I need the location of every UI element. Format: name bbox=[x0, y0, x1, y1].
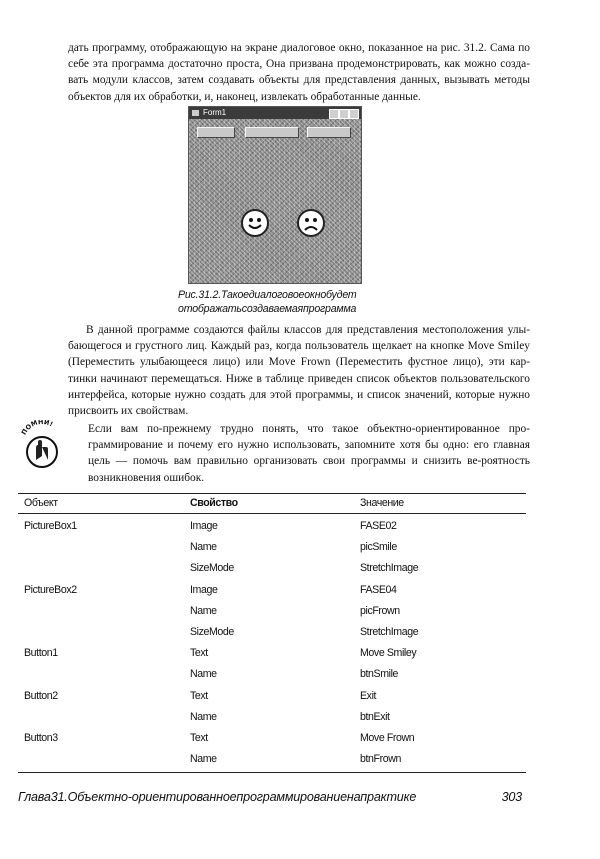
table-cell-value: picFrown bbox=[360, 604, 400, 617]
table-cell-value: btnFrown bbox=[360, 753, 401, 766]
table-cell-value: Move Smiley bbox=[360, 647, 417, 660]
table-header-property: Свойство bbox=[190, 497, 238, 509]
table-cell-object: PictureBox2 bbox=[24, 583, 77, 596]
smiley-face-icon bbox=[241, 209, 269, 237]
minimize-icon bbox=[329, 109, 339, 119]
chapter-title: Глава31.Объектно-ориентированноепрограммированиенапрактике bbox=[18, 790, 417, 804]
frown-face-icon bbox=[297, 209, 325, 237]
table-cell-value: picSmile bbox=[360, 541, 397, 554]
table-cell-property: Text bbox=[190, 647, 208, 660]
table-cell-value: Move Frown bbox=[360, 732, 415, 744]
page-number: 303 bbox=[501, 790, 522, 804]
paragraph-description: В данной программе создаются файлы классов для представления местоположения улы-бающегося и грустного лиц. Каждый раз, когда пользователь щелкает на кнопке Move Smiley (Переместить улыбающееся лицо) или Move Frown (Переместить фустное лицо), эти кар-тинки начинают перемещаться. Ниже в таблице приведен список объектов пользовательского интерфейса, которые нужно создать для этой программы, и список значений, которые нужно присвоить их свойствам. bbox=[68, 324, 530, 418]
table-top-rule bbox=[18, 493, 526, 494]
table-cell-object: PictureBox1 bbox=[24, 520, 77, 532]
table-cell-value: btnSmile bbox=[360, 668, 399, 681]
paragraph-intro: дать программу, отображающую на экране диалоговое окно, показанное на рис. 31.2. Сама по себе эта программа достаточно проста, Она призвана продемонстрировать, как можно созда-вать модули классов, затем создавать объекты для представления данных, вызывать методы объектов для их обработки, и, наконец, извлекать обработанные данные. bbox=[68, 42, 530, 103]
figure-caption bbox=[178, 288, 418, 316]
page-footer bbox=[18, 788, 526, 806]
dialog-body bbox=[189, 119, 361, 283]
table-cell-property: SizeMode bbox=[190, 562, 234, 575]
table-cell-property: Image bbox=[190, 520, 218, 532]
note-icon-label: ПОМНИ! bbox=[19, 420, 55, 437]
table-header-rule bbox=[18, 513, 526, 514]
table-cell-value: FASE02 bbox=[360, 520, 397, 532]
table-cell-value: FASE04 bbox=[360, 583, 397, 596]
table-cell-value: Exit bbox=[360, 689, 377, 702]
maximize-icon bbox=[339, 109, 349, 119]
close-icon bbox=[349, 109, 359, 119]
caption-line: отображатьсоздаваемаяпрограмма bbox=[178, 303, 357, 315]
table-cell-property: Name bbox=[190, 541, 217, 554]
table-cell-property: Text bbox=[190, 689, 208, 702]
window-icon bbox=[192, 110, 199, 116]
dialog-screenshot bbox=[188, 106, 362, 284]
table-cell-property: Image bbox=[190, 583, 218, 596]
dialog-title: Form1 bbox=[203, 108, 227, 117]
table-cell-value: StretchImage bbox=[360, 626, 419, 638]
table-cell-property: SizeMode bbox=[190, 626, 234, 638]
dialog-button bbox=[307, 127, 351, 138]
paragraph-note: Если вам по-прежнему трудно понять, что такое объектно-ориентированное про-граммирование и почему его нужно использовать, запомните хотя бы одно: его главная цель — помочь вам правильно организовать свои программы и снизить ве-роятность возникновения ошибок. bbox=[88, 423, 530, 484]
dialog-button bbox=[245, 127, 299, 138]
table-header-value: Значение bbox=[360, 497, 404, 509]
table-cell-value: btnExit bbox=[360, 710, 390, 723]
table-cell-property: Text bbox=[190, 732, 208, 744]
table-cell-property: Name bbox=[190, 710, 217, 723]
table-cell-value: StretchImage bbox=[360, 562, 419, 575]
table-cell-property: Name bbox=[190, 604, 217, 617]
table-cell-property: Name bbox=[190, 753, 217, 766]
table-bottom-rule bbox=[18, 772, 526, 773]
dialog-button bbox=[197, 127, 235, 138]
remember-note-icon bbox=[18, 420, 66, 474]
table-cell-object: Button2 bbox=[24, 689, 58, 702]
table-cell-object: Button3 bbox=[24, 732, 58, 744]
table-cell-object: Button1 bbox=[24, 647, 58, 660]
caption-line: Рис.31.2.Такоедиалоговоеокнобудет bbox=[178, 289, 357, 301]
table-header-object: Объект bbox=[24, 497, 58, 509]
dialog-title-bar bbox=[189, 107, 361, 119]
svg-text:ПОМНИ! bbox=[20, 420, 54, 436]
table-cell-property: Name bbox=[190, 668, 217, 681]
